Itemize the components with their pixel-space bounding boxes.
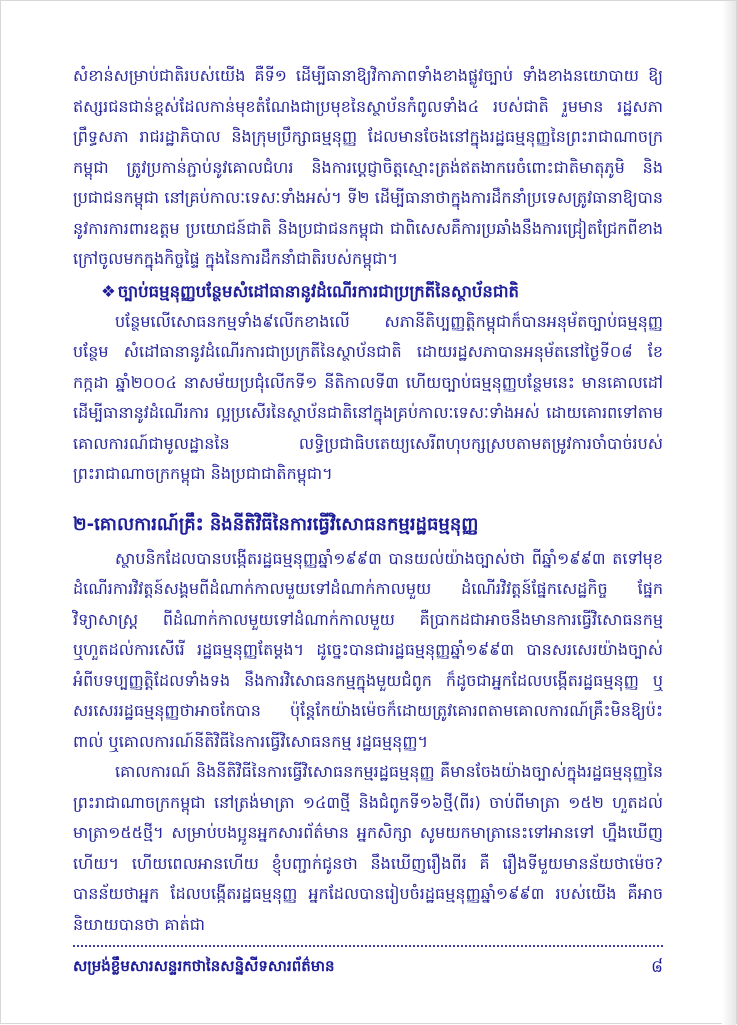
page-content	[73, 61, 663, 940]
paragraph-1: សំខាន់សម្រាប់ជាតិរបស់យើង គឺទី១ ដើម្បីធានាឱ្យវិកាភាពទាំងខាងផ្លូវច្បាប់ ទាំងខាងនយោបាយ ឱ្យឥស្សរជនជាន់ខ្ពស់ដែលកាន់មុខតំណែងជាប្រមុខនៃស្ថាប័នកំពូលទាំង៤ របស់ជាតិ រួមមាន រដ្ឋសភា ព្រឹទ្ធសភា រាជរដ្ឋាភិបាល និងក្រុមប្រឹក្សាធម្មនុញ្ញ ដែលមានចែងនៅក្នុងរដ្ឋធម្មនុញ្ញនៃព្រះរាជាណាចក្រកម្ពុជា ត្រូវប្រកាន់ភ្ជាប់នូវគោលជំហរ និងការប្តេជ្ញាចិត្តស្មោះត្រង់ឥតងាករេចំពោះជាតិមាតុភូមិ និងប្រជាជនកម្ពុជា នៅគ្រប់កាលៈទេសៈទាំងអស់។ ទី២ ដើម្បីធានាថាក្នុងការដឹកនាំប្រទេសត្រូវធានាឱ្យបាននូវការការពារឧត្តម ប្រយោជន៍ជាតិ និងប្រជាជនកម្ពុជា ជាពិសេសគឺការប្រឆាំងនឹងការជ្រៀតជ្រែកពីខាងក្រៅចូលមកក្នុងកិច្ចផ្ទៃ ក្នុងនៃការដឹកនាំជាតិរបស់កម្ពុជា។	[73, 66, 663, 268]
subheading-text: ច្បាប់ធម្មនុញ្ញបន្ថែមសំដៅធានានូវដំណើរការជាប្រក្រតីនៃស្ថាប័នជាតិ	[117, 281, 520, 301]
page-number: ៨	[650, 956, 663, 977]
paragraph-4: គោលការណ៍ និងនីតិវិធីនៃការធ្វើវិសោធនកម្មរដ្ឋធម្មនុញ្ញ គឺមានចែងយ៉ាងច្បាស់ក្នុងរដ្ឋធម្មនុញ្ញនៃ ព្រះរាជាណាចក្រកម្ពុជា នៅត្រង់មាត្រា ១៤៣ថ្មី និងជំពូកទី១៦ថ្មី(ពីរ) ចាប់ពីមាត្រា ១៥២ ហួតដល់ មាត្រា១៥៥ថ្មី។ សម្រាប់បងប្អូនអ្នកសារព័ត៌មាន អ្នកសិក្សា សូមយកមាត្រានេះទៅអានទៅ ហ្នឹងឃើញហើយ។ ហើយពេលអានហើយ ខ្ញុំបញ្ជាក់ជូនថា នឹងឃើញរឿងពីរ គឺ រឿងទីមួយមានន័យថាម៉េច? បានន័យថាអ្នក ដែលបង្កើតរដ្ឋធម្មនុញ្ញ អ្នកដែលបានរៀបចំរដ្ឋធម្មនុញ្ញឆ្នាំ១៩៩៣ របស់យើង គឺអាចនិយាយបានថា គាត់ជា	[73, 762, 663, 934]
paragraph-3: ស្ថាបនិកដែលបានបង្កើតរដ្ឋធម្មនុញ្ញឆ្នាំ១៩៩៣ បានយល់យ៉ាងច្បាស់ថា ពីឆ្នាំ១៩៩៣ តទៅមុខ ដំណើរការវិវត្តន៍សង្គមពីដំណាក់កាលមួយទៅដំណាក់កាលមួយ ដំណើរវិវត្តន៍ផ្នែកសេដ្ឋកិច្ច ផ្នែកវិទ្យាសាស្ត្រ ពីដំណាក់កាលមួយទៅដំណាក់កាលមួយ គឺប្រាកដជាអាចនឹងមានការធ្វើវិសោធនកម្ម ឬហួតដល់ការសើរើ រដ្ឋធម្មនុញ្ញតែម្តង។ ដូច្នេះបានជារដ្ឋធម្មនុញ្ញឆ្នាំ១៩៩៣ បានសរសេរយ៉ាងច្បាស់អំពីបទប្បញ្ញត្តិដែលទាំងទង នឹងការវិសោធនកម្មក្នុងមួយជំពូក ក៏ដូចជាអ្នកដែលបង្កើតរដ្ឋធម្មនុញ្ញ ឬសរសេររដ្ឋធម្មនុញ្ញថាអាចកែបាន ប៉ុន្តែកែយ៉ាងម៉េចក៏ដោយត្រូវគោរពតាមគោលការណ៍គ្រឹះមិនឱ្យប៉ះពាល់ ឬគោលការណ៍នីតិវិធីនៃការធ្វើវិសោធនកម្ម រដ្ឋធម្មនុញ្ញ។	[73, 548, 663, 751]
page-footer	[73, 953, 663, 983]
page-edge-shadow	[722, 1, 736, 1025]
section-title: ២-គោលការណ៍គ្រឹះ និងនីតិវិធីនៃការធ្វើវិសោធនកម្មរដ្ឋធម្មនុញ្ញ	[73, 513, 479, 535]
diamond-bullet-icon: ❖	[101, 281, 116, 301]
footer-title: សម្រង់ខ្លឹមសារសន្ទរកថានៃសន្និសីទសារព័ត៌មាន	[73, 957, 335, 975]
subheading	[101, 277, 663, 307]
paragraph-2: បន្ថែមលើសោធនកម្មទាំង៩លើកខាងលើ សភានីតិប្បញ្ញត្តិកម្ពុជាក៏បានអនុម័តច្បាប់ធម្មនុញ្ញបន្ថែម សំដៅធានានូវដំណើរការជាប្រក្រតីនៃស្ថាប័នជាតិ ដោយរដ្ឋសភាបានអនុម័តនៅថ្ងៃទី០៨ ខែកក្កដា ឆ្នាំ២០០៤ នាសម័យប្រជុំលើកទី១ នីតិកាលទី៣ ហើយច្បាប់ធម្មនុញ្ញបន្ថែមនេះ មានគោលដៅដើម្បីធានានូវដំណើរការ ល្អប្រសើរនៃស្ថាប័នជាតិនៅក្នុងគ្រប់កាលៈទេសៈទាំងអស់ ដោយគោរពទៅតាមគោលការណ៍ជាមូលដ្ឋាននៃ លទ្ធិប្រជាធិបតេយ្យសេរីពហុបក្សស្របតាមតម្រូវការចាំបាច់របស់ព្រះរាជាណាចក្រកម្ពុជា និងប្រជាជាតិកម្ពុជា។	[73, 311, 663, 483]
footer-divider	[73, 945, 663, 947]
